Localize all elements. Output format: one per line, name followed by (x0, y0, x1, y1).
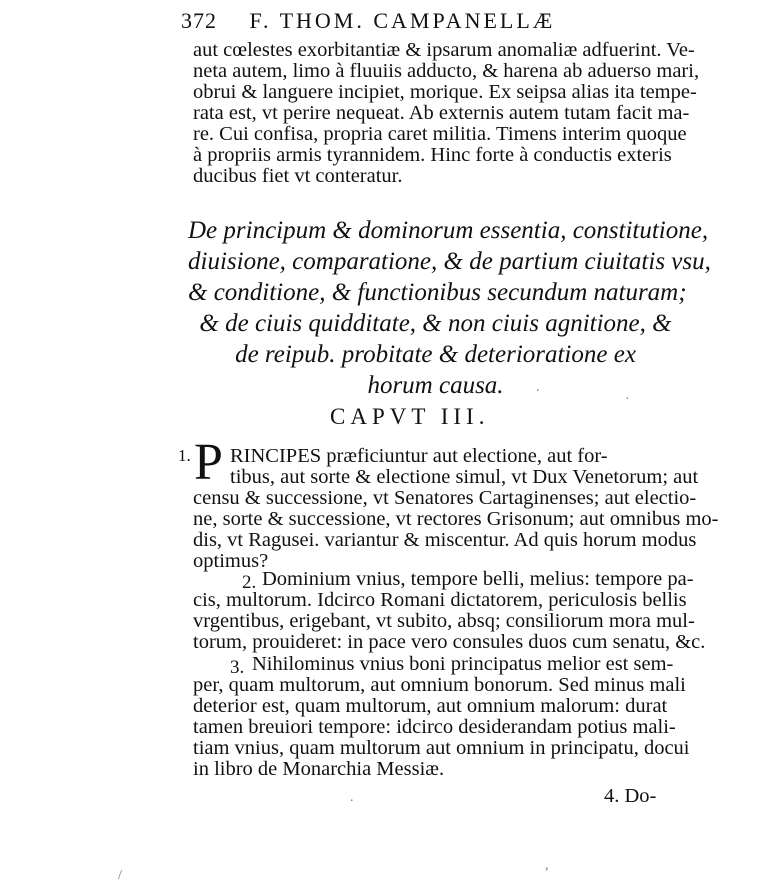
heading-line: & conditione, & functionibus secundum naturam; (188, 279, 687, 306)
heading-line: & de ciuis quidditate, & non ciuis agnitione, & (199, 310, 672, 337)
heading-line: horum causa. (367, 372, 504, 399)
catchword-text: 4. Do- (604, 785, 657, 807)
print-speck: . (536, 380, 540, 395)
text-line: obrui & languere incipiet, morique. Ex seipsa alias ita tempe- (193, 81, 697, 103)
article-2-first-line (262, 568, 694, 590)
section-heading (188, 215, 711, 401)
text-line: ducibus fiet vt conteratur. (193, 165, 403, 187)
article-number: 2. (242, 572, 257, 593)
text-line: Dominium vnius, tempore belli, melius: tempore pa- (262, 568, 694, 590)
text-line: in libro de Monarchia Messiæ. (193, 758, 445, 780)
text-line: tibus, aut sorte & electione simul, vt Dux Venetorum; aut (230, 466, 699, 488)
article-3-first-line (252, 654, 685, 675)
text-line: re. Cui confisa, propria caret militia. Timens interim quoque (193, 123, 687, 145)
drop-capital: P (194, 434, 223, 491)
page-number: 372 (181, 8, 217, 33)
heading-line: diuisione, comparatione, & de partium ciuitatis vsu, (188, 248, 711, 275)
text-line: rata est, vt perire nequeat. Ab externis autem tutam facit ma- (193, 102, 690, 124)
running-title: F. THOM. CAMPANELLÆ (249, 8, 556, 33)
text-line: RINCIPES præficiuntur aut electione, aut for- (230, 445, 608, 467)
text-line: per, quam multorum, aut omnium bonorum. Sed minus mali (193, 674, 686, 696)
text-line: torum, prouideret: in pace vero consules duos cum senatu, &c. (193, 631, 706, 653)
text-line: à propriis armis tyrannidem. Hinc forte à conductis exteris (193, 144, 672, 166)
article-1-continued (193, 487, 719, 572)
article-number: 3. (230, 657, 245, 678)
article-number: 1. (178, 446, 191, 465)
text-line: dis, vt Ragusei. variantur & miscentur. Ad quis horum modus (193, 529, 697, 551)
chapter-title: CAPVT III. (330, 404, 490, 429)
catchword (604, 786, 694, 807)
text-line: cis, multorum. Idcirco Romani dictatorem, periculosis bellis (193, 589, 687, 611)
text-line: censu & successione, vt Senatores Cartaginenses; aut electio- (193, 487, 697, 509)
text-line: tiam vnius, quam multorum aut omnium in principatu, docui (193, 737, 690, 759)
page-header (181, 8, 555, 34)
heading-line: De principum & dominorum essentia, constitutione, (188, 217, 709, 244)
article-2 (193, 589, 706, 653)
article-3 (193, 674, 690, 780)
article-1 (230, 466, 699, 488)
text-line: tamen breuiori tempore: idcirco desiderandam potius mali- (193, 716, 676, 738)
text-line: Nihilominus vnius boni principatus melior est sem- (252, 653, 674, 675)
text-line: deterior est, quam multorum, aut omnium malorum: durat (193, 695, 668, 717)
text-line: ne, sorte & successione, vt rectores Grisonum; aut omnibus mo- (193, 508, 719, 530)
print-speck: , (545, 858, 549, 873)
text-line: vrgentibus, erigebant, vt subito, absq; consiliorum mora mul- (193, 610, 695, 632)
print-speck: . (350, 790, 354, 805)
article-1-first-line (230, 446, 685, 467)
intro-paragraph (193, 39, 700, 187)
text-line: optimus? (193, 550, 269, 572)
print-speck: · (625, 392, 630, 407)
text-line: aut cœlestes exorbitantiæ & ipsarum anomaliæ adfuerint. Ve- (193, 39, 695, 61)
heading-line: de reipub. probitate & deterioratione ex (235, 341, 636, 368)
print-speck: / (118, 868, 122, 883)
text-line: neta autem, limo à fluuiis adducto, & harena ab aduerso mari, (193, 60, 700, 82)
